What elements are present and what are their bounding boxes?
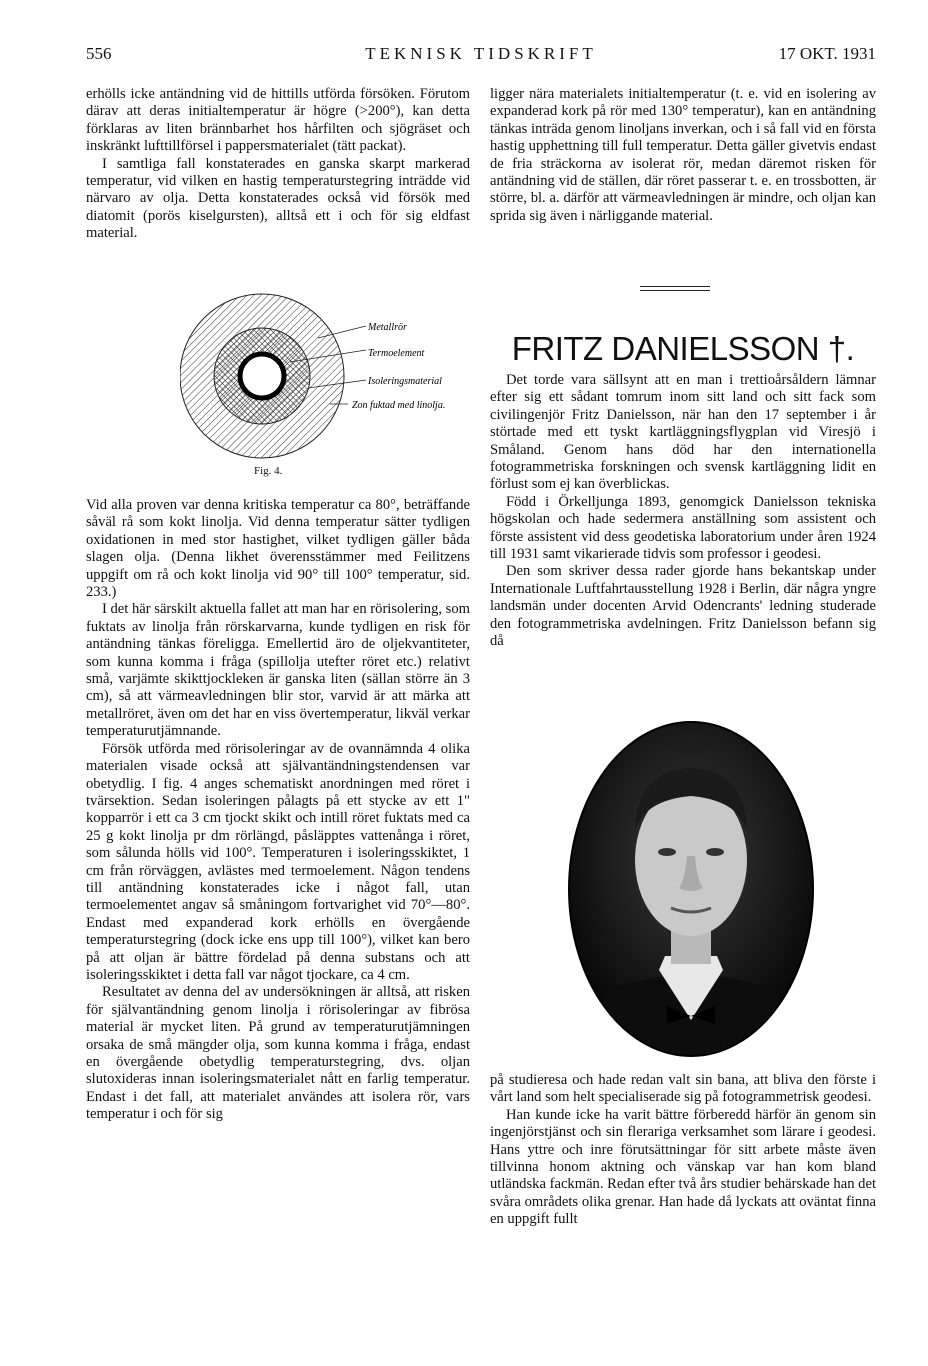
portrait-photo xyxy=(567,720,815,1058)
paragraph: Vid alla proven var denna kritiska temperatur ca 80°, beträffande såväl rå som kokt linolja. Vid denna temperatur sätter tydligen oxidationen in med stor hastighet, vilket tydligen gäller båda slagen olja. (Denna likhet överensstämmer med Feilitzens uppgift om rå och kokt linolja vid 90° till 100° temperatur, sid. 233.) xyxy=(86,497,470,601)
right-column-top xyxy=(490,86,876,225)
label-zon: Zon fuktad med linolja. xyxy=(352,400,446,411)
obituary-text-bottom xyxy=(490,1072,876,1229)
metal-pipe xyxy=(240,354,284,398)
figure-4-diagram xyxy=(180,284,500,484)
paragraph: Det torde vara sällsynt att en man i trettioårsåldern lämnar efter sig ett sådant tomrum inom sitt land och sitt fack som civilingenjör Fritz Danielsson, när han den 17 september i år störtade med ett tyskt kartläggningsflygplan vid Viresjö i Småland. Genom hans död har den internationella fotogrammetriska forskningen och svensk kartläggning lidit en förlust som ej kan överblickas. xyxy=(490,372,876,493)
journal-title: TEKNISK TIDSKRIFT xyxy=(365,44,597,63)
paragraph: Försök utförda med rörisoleringar av de ovannämnda 4 olika materialen visade också att självantändningstendensen var obetydlig. I fig. 4 anges schematiskt anordningen med röret i tvärsektion. Sedan isoleringen pålagts på ett stycke av ett 1" kopparrör i ett ca 3 cm tjockt skikt och intill röret fuktats med ca 25 g kokt linolja pr dm rörlängd, påsläpptes vattenånga i röret, som sålunda hölls vid 100°. Temperaturen i isoleringsskiktet, 1 cm från rörväggen, avlästes med termoelement. Någon tendens till antändning konstaterades icke i något fall, utan termoelementet angav så småningom fortvarighet vid 70°—80°. Endast med expanderad kork erhölls en övergående temperaturstegring (dock icke ens upp till 100°), vilket kan bero på att oljan är bättre fördelad på denna substans och att isoleringsskiktet i detta fall var något tjockare, ca 4 cm. xyxy=(86,740,470,983)
label-termoelement: Termoelement xyxy=(368,348,425,359)
label-metallror: Metallrör xyxy=(368,322,407,333)
obituary-title: FRITZ DANIELSSON †. xyxy=(511,330,855,367)
obituary-text-top xyxy=(490,372,876,651)
paragraph: på studieresa och hade redan valt sin bana, att bliva den förste i vårt land som helt specialiserade sig på fotogrammetrisk geodesi. xyxy=(490,1072,876,1106)
paragraph: Född i Örkelljunga 1893, genomgick Danielsson tekniska högskolan och hade sedermera anställning som assistent och förste assistent vid dess geodetiska laboratorium under åren 1924 till 1931 samt vikarierade tidvis som professor i geodesi. xyxy=(490,493,876,563)
paragraph: I det här särskilt aktuella fallet att man har en rörisolering, som fuktats av linolja från rörskarvarna, kunde tydligen en risk för antändning tänkas föreligga. Emellertid äro de oljekvantiteter, som kunna komma i fråga (spillolja utefter röret etc.) relativt små, varjämte skikttjockleken är ganska liten (sällan större än 3 cm), så att värmeavledningen blir stor, varvid är att märka att metallröret, även om det har en viss övertemperatur, likväl verkar temperaturutjämnande. xyxy=(86,601,470,740)
section-divider xyxy=(640,286,710,287)
left-column-bottom xyxy=(86,497,470,1124)
paragraph: Han kunde icke ha varit bättre förberedd härför än genom sin ingenjörstjänst och sin flerariga verksamhet som lärare i geodesi. Hans yttre och inre förutsättningar för sitt arbete måste även tillvinna honom aktning och vänskap var han kom bland utländska fackmän. Redan efter två års studier behärskade han det svåra områdets olika grenar. Han hade då lyckats att oväntat finna en uppgift fullt xyxy=(490,1106,876,1228)
page-header xyxy=(86,44,876,66)
label-isoleringsmaterial: Isoleringsmaterial xyxy=(368,376,442,387)
section-divider xyxy=(640,290,710,291)
issue-date: 17 OKT. 1931 xyxy=(778,44,876,63)
page-number: 556 xyxy=(86,44,112,63)
paragraph: Den som skriver dessa rader gjorde hans bekantskap under Internationale Luftfahrtausstellung 1928 i Berlin, där några yngre landsmän under docenten Arvid Odencrants' ledning studerade den fotogrammetriska avdelningen. Fritz Danielsson befann sig då xyxy=(490,563,876,650)
paragraph: I samtliga fall konstaterades en ganska skarpt markerad temperatur, vid vilken en hastig temperaturstegring inträdde vid närvaro av olja. Detta konstaterades också vid försök med diatomit (porös kiselgursten), alltså ett i och för sig eldfast material. xyxy=(86,155,470,242)
paragraph: ligger nära materialets initialtemperatur (t. e. vid en isolering av expanderad kork på rör med 130° temperatur), kan en antändning tänkas inträda genom linoljans inverkan, och i så fall vid en första hastig upphettning till full temperatur. Detta gäller givetvis endast de fria sträckorna av isolerat rör, medan däremot risken för antändning vid de ställen, där röret passerar t. e. en trossbotten, är större, bl. a. därför att värmeavledningen är mindre, och oljan kan sprida sig även i närliggande material. xyxy=(490,86,876,224)
paragraph: Resultatet av denna del av undersökningen är alltså, att risken för självantändning genom linolja i rörisoleringar av fibrösa material är mycket liten. På grund av temperaturutjämningen orsaka de små mängder olja, som kunna komma i fråga, endast en övergående obetydlig temperaturstegring, dvs. oljan slutoxideras innan isoleringsmaterialet nått en farlig temperatur. Endast i det fall, att materialet användes att isolera rör, vars temperatur i och för sig xyxy=(86,984,470,1123)
paragraph: erhölls icke antändning vid de hittills utförda försöken. Förutom därav att deras initialtemperatur är högre (>200°), kan detta förklaras av liten brännbarhet hos hårfilten och sjögräset och inskränkt lufttillförsel i pappersmaterialet (tätt packat). xyxy=(86,86,470,155)
figure-caption: Fig. 4. xyxy=(254,465,283,477)
left-column-top xyxy=(86,86,470,243)
